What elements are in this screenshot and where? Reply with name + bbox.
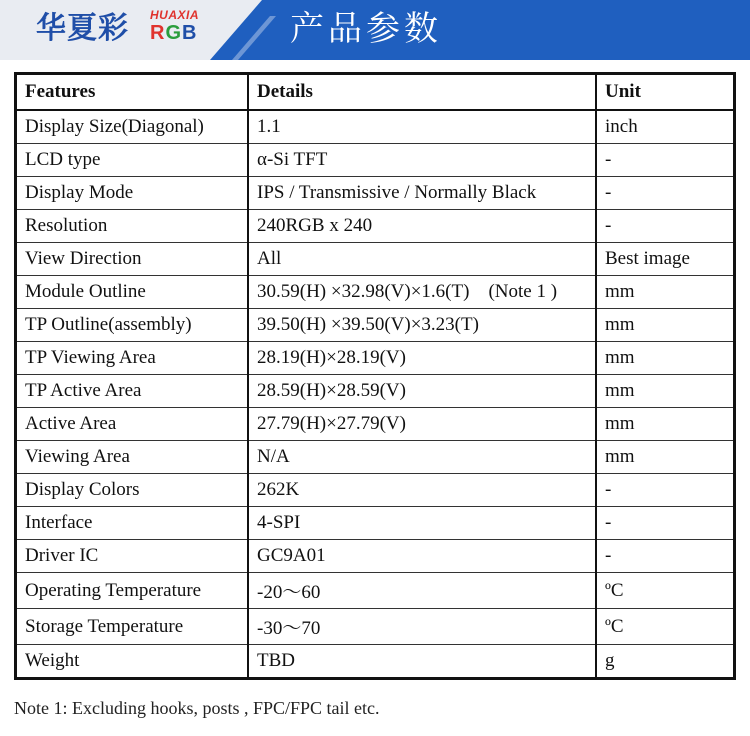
row-unit: ºC [596, 609, 735, 645]
row-unit: g [596, 645, 735, 679]
row-unit: ºC [596, 573, 735, 609]
header-unit: Unit [596, 74, 735, 111]
row-detail: IPS / Transmissive / Normally Black [248, 177, 596, 210]
table-row [16, 243, 735, 276]
row-detail: 39.50(H) ×39.50(V)×3.23(T) [248, 309, 596, 342]
row-feature: TP Active Area [16, 375, 249, 408]
row-feature: Viewing Area [16, 441, 249, 474]
row-feature: Display Mode [16, 177, 249, 210]
row-detail: TBD [248, 645, 596, 679]
table-row [16, 408, 735, 441]
row-feature: Storage Temperature [16, 609, 249, 645]
table-row [16, 645, 735, 679]
logo-huaxia-text: HUAXIA [150, 8, 200, 22]
row-unit: mm [596, 309, 735, 342]
row-feature: Active Area [16, 408, 249, 441]
row-feature: TP Viewing Area [16, 342, 249, 375]
row-feature: Interface [16, 507, 249, 540]
row-feature: Display Colors [16, 474, 249, 507]
table-row [16, 507, 735, 540]
row-feature: Driver IC [16, 540, 249, 573]
row-detail: -20～60 [248, 573, 596, 609]
row-unit: inch [596, 110, 735, 144]
row-detail: 240RGB x 240 [248, 210, 596, 243]
footnote: Note 1: Excluding hooks, posts , FPC/FPC tail etc. [14, 698, 380, 718]
row-detail: 28.19(H)×28.19(V) [248, 342, 596, 375]
table-row [16, 573, 735, 609]
row-unit: mm [596, 342, 735, 375]
row-detail: 28.59(H)×28.59(V) [248, 375, 596, 408]
logo-rgb-b: B [182, 22, 198, 44]
table-row [16, 540, 735, 573]
row-detail: α-Si TFT [248, 144, 596, 177]
table-row [16, 110, 735, 144]
row-unit: - [596, 177, 735, 210]
table-row [16, 276, 735, 309]
logo-rgb-text [150, 22, 197, 44]
row-detail: 30.59(H) ×32.98(V)×1.6(T) (Note 1 ) [248, 276, 596, 309]
logo-rgb-g: G [165, 22, 183, 44]
row-unit: - [596, 540, 735, 573]
logo-rgb-r: R [150, 22, 166, 44]
row-feature: LCD type [16, 144, 249, 177]
row-feature: View Direction [16, 243, 249, 276]
row-feature: Weight [16, 645, 249, 679]
row-unit: - [596, 474, 735, 507]
table-row [16, 309, 735, 342]
row-unit: mm [596, 375, 735, 408]
row-unit: mm [596, 441, 735, 474]
header-banner [0, 0, 750, 60]
table-row [16, 342, 735, 375]
row-detail: 27.79(H)×27.79(V) [248, 408, 596, 441]
table-header-row [16, 74, 735, 111]
row-detail: 4-SPI [248, 507, 596, 540]
row-detail: N/A [248, 441, 596, 474]
row-unit: - [596, 507, 735, 540]
page-title: 产品参数 [290, 9, 442, 49]
row-feature: Module Outline [16, 276, 249, 309]
row-detail: -30～70 [248, 609, 596, 645]
spec-table [14, 72, 736, 680]
header-features: Features [16, 74, 249, 111]
row-unit: mm [596, 408, 735, 441]
table-row [16, 474, 735, 507]
logo-chinese-text: 华夏彩 [36, 11, 129, 46]
table-row [16, 144, 735, 177]
row-detail: All [248, 243, 596, 276]
row-detail: GC9A01 [248, 540, 596, 573]
table-row [16, 609, 735, 645]
table-row [16, 177, 735, 210]
row-unit: - [596, 210, 735, 243]
row-feature: Resolution [16, 210, 249, 243]
table-row [16, 210, 735, 243]
row-unit: mm [596, 276, 735, 309]
row-feature: Display Size(Diagonal) [16, 110, 249, 144]
row-detail: 1.1 [248, 110, 596, 144]
header-details: Details [248, 74, 596, 111]
table-row [16, 441, 735, 474]
row-feature: Operating Temperature [16, 573, 249, 609]
row-unit: Best image [596, 243, 735, 276]
row-unit: - [596, 144, 735, 177]
row-feature: TP Outline(assembly) [16, 309, 249, 342]
row-detail: 262K [248, 474, 596, 507]
table-row [16, 375, 735, 408]
